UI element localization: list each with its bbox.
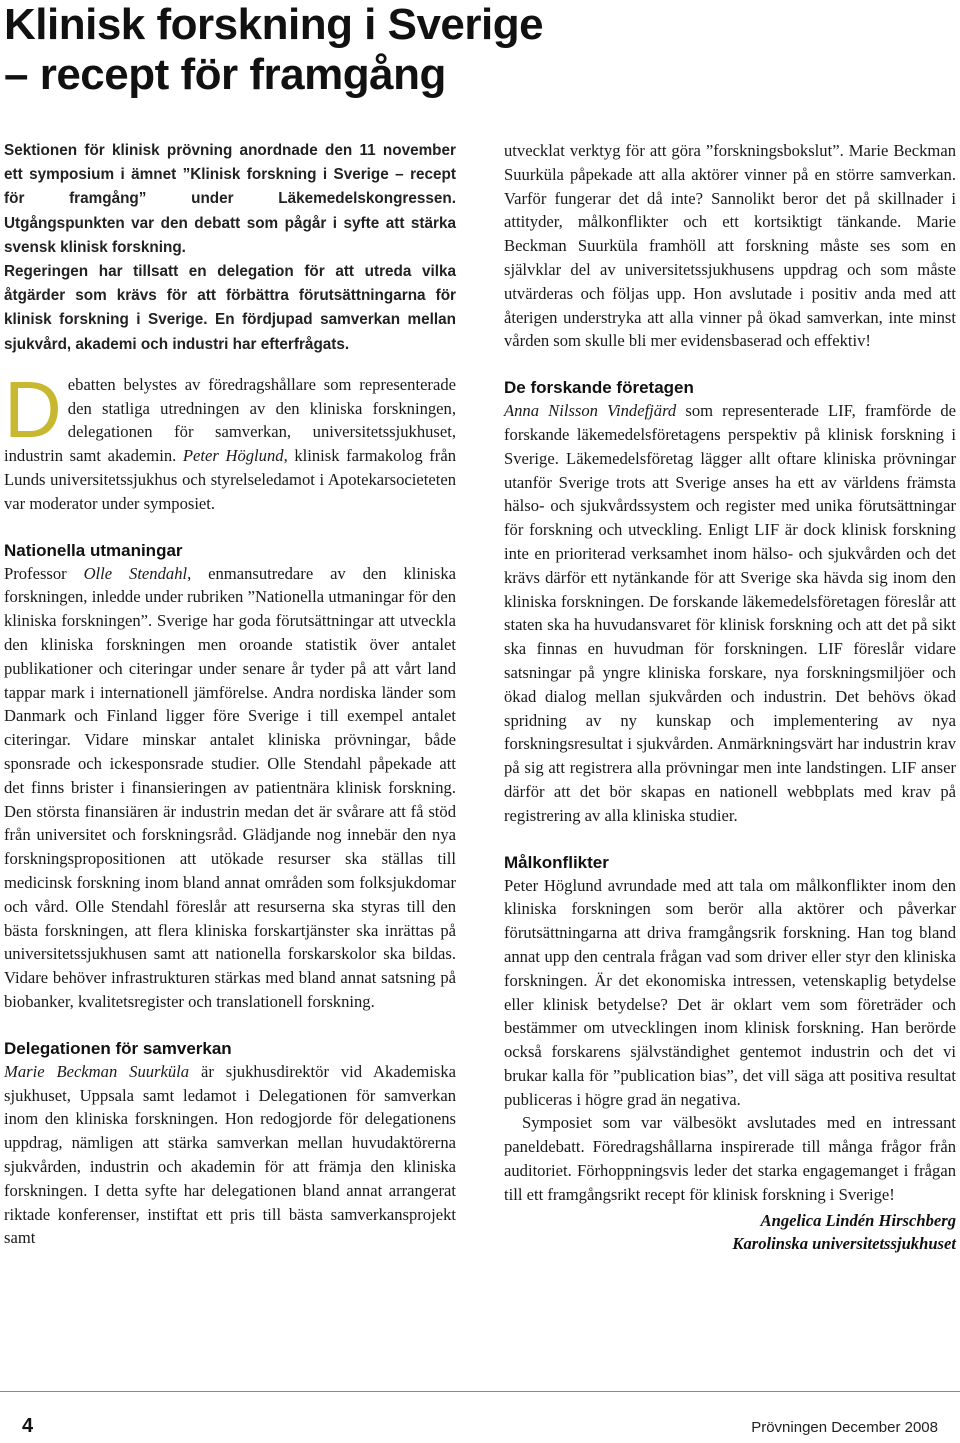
section-body-delegationen bbox=[4, 1060, 456, 1250]
moderator-name: Peter Höglund bbox=[182, 446, 284, 466]
author-name: Angelica Lindén Hirschberg bbox=[760, 1210, 956, 1230]
speaker-name-beckman: Marie Beckman Suurküla bbox=[4, 1061, 190, 1081]
section-heading-foretagen: De forskande företagen bbox=[504, 378, 694, 398]
nationella-text-a: Professor bbox=[4, 563, 84, 583]
section-body-nationella bbox=[4, 562, 456, 1014]
foretagen-text-b: som representerade LIF, framförde de forskande läkemedelsföretagens perspektiv på klinisk forskning i Sverige. Läkemedelsföretag lägger allt oftare kliniska prövningar utanför Sverige trots att Sverige anses ha ett av världens främsta hälso- och sjukvårdssystem och register med unika förutsättningar för forskning och utveckling. Enligt LIF är dock klinisk forskning inte en prioriterad verksamhet inom hälso- och sjukvården och det krävs därför ett nytänkande för att Sverige ska hävda sig inom den kliniska forskningen. De forskande läkemedelsföretagen föreslår att staten ska ha huvudansvaret för klinisk forskning och att det på sikt ska finnas en huvudman för forskningen. LIF föreslår vidare satsningar på yngre kliniska forskare, nya forskningsmiljöer och ökad dialog mellan sjukvården och industrin. Det behövs ökad spridning av ny kunskap och implementering av nya forskningsresultat i sjukvården. Anmärkningsvärt har industrin krav på sig att registrera alla prövningar men inte landstingen. LIF anser därför att det bör skapas en nationell webbplats med krav på registrering av alla kliniska studier. bbox=[504, 401, 956, 825]
publication-footer: Prövningen December 2008 bbox=[751, 1419, 938, 1436]
section-heading-delegationen: Delegationen för samverkan bbox=[4, 1038, 232, 1058]
section-heading-nationella: Nationella utmaningar bbox=[4, 540, 183, 560]
drop-cap: D bbox=[4, 364, 62, 454]
footer-divider bbox=[0, 1391, 960, 1392]
section-body-delegationen-continued: utvecklat verktyg för att göra ”forskningsbokslut”. Marie Beckman Suurküla påpekade att alla aktörer vinner på en större samverkan. Varför fungerar det då inte? Sannolikt beror det på skillnader i attityder, målkonflikter och ett kortsiktigt tänkande. Marie Beckman Suurküla framhöll att forskning måste ses som en självklar del av universitetssjukhusens uppdrag och som måste utvärderas och följas upp. Hon avslutade i positiv anda med att återigen understryka att alla vinner på ökad samverkan, inte minst vården som skulle bli mer evidensbaserad och effektiv! bbox=[504, 141, 956, 351]
section-body-foretagen bbox=[504, 399, 956, 827]
delegationen-text-b: är sjukhusdirektör vid Akademiska sjukhuset, Uppsala samt ledamot i Delegationen för samverkan inom den kliniska forskningen. Hon redogjorde för delegationens uppdrag, nämligen att stärka samverkan mellan huvudaktörerna sjukvården, industrin och akademin för att främja den kliniska forskningen. I detta syfte har delegationen bland annat arrangerat riktade konferenser, instiftat ett pris till bästa samverkansprojekt samt bbox=[4, 1061, 456, 1248]
intro-block bbox=[4, 139, 456, 357]
lead-paragraph bbox=[4, 364, 456, 516]
page-number: 4 bbox=[22, 1415, 34, 1437]
lead-text-b: , klinisk farmakolog från Lunds universitetssjukhus och styrelseledamot i Apotekarsocieteten var moderator under symposiet. bbox=[4, 446, 456, 513]
author-affiliation: Karolinska universitetssjukhuset bbox=[732, 1234, 956, 1254]
title-line-2: – recept för framgång bbox=[4, 50, 446, 99]
lead-text-a: ebatten belystes av föredragshållare som representerade den statliga utredningen av den kliniska forskningen, delegationen för samverkan, universitetssjukhuset, industrin samt akademin. bbox=[4, 374, 456, 466]
left-column bbox=[4, 139, 456, 1250]
speaker-name-vindefjard: Anna Nilsson Vindefjärd bbox=[504, 401, 677, 421]
section-heading-malkonflikter: Målkonflikter bbox=[504, 852, 609, 872]
page-title bbox=[4, 0, 944, 100]
right-column bbox=[504, 139, 956, 1256]
author-signature bbox=[504, 1209, 956, 1257]
section-body-malkonflikter-2: Symposiet som var välbesökt avslutades med en intressant paneldebatt. Föredragshållarna inspirerade till många frågor från auditoriet. Förhoppningsvis leder det starka engagemanget i frågan till ett framgångsrikt recept för klinisk forskning i Sverige! bbox=[504, 1113, 956, 1204]
intro-paragraph-1: Sektionen för klinisk prövning anordnade den 11 november ett symposium i ämnet ”Klinisk forskning i Sverige – recept för framgång” under Läkemedelskongressen. Utgångspunkten var den debatt som pågår i syfte att stärka svensk klinisk forskning. bbox=[4, 142, 456, 256]
speaker-name-stendahl: Olle Stendahl bbox=[83, 563, 188, 583]
title-line-1: Klinisk forskning i Sverige bbox=[4, 0, 544, 49]
section-body-malkonflikter-1: Peter Höglund avrundade med att tala om målkonflikter inom den kliniska forskningen som berör alla aktörer och påverkar förutsättningarna att driva framgångsrik forskning. Han tog bland annat upp den centrala frågan vad som driver eller styr den kliniska forskningen. Är det ekonomiska intressen, vetenskaplig betydelse eller klinisk betydelse? Det är oklart vem som företräder och bestämmer om utvecklingen inom klinisk forskning. Han berörde också forskarens självständighet gentemot industrin och det vi brukar kalla för ”publication bias”, det vill säga att positiva resultat publiceras i högre grad än negativa. bbox=[504, 875, 956, 1109]
intro-paragraph-2: Regeringen har tillsatt en delegation för att utreda vilka åtgärder som krävs för att förbättra förutsättningarna för klinisk forskning i Sverige. En fördjupad samverkan mellan sjukvård, akademi och industri har efterfrågats. bbox=[4, 263, 456, 353]
nationella-text-b: , enmansutredare av den kliniska forskningen, inledde under rubriken ”Nationella utmaningar för den kliniska forskningen”. Sverige har goda förutsättningar att utveckla den kliniska forskningen men oroande statistik över antalet publikationer och citeringar under senare år tyder på att vårt land tappar mark i internationell jämförelse. Andra nordiska länder som Danmark och Finland ligger före Sverige i till exempel antalet citeringar. Vidare minskar antalet kliniska prövningar, både sponsrade och ickesponsrade studier. Olle Stendahl påpekade att det finns brister i finansieringen av patientnära klinisk forskning. Den största finansiären är industrin medan det är svårare att få stöd från universitet och forskningsråd. Glädjande nog innebär den nya forskningspropositionen att utökade resurser ska ställas till medicinsk forskning inom bland annat områden som folksjukdomar och vård. Olle Stendahl föreslår att resurserna ska styras till den bästa forskningen, att flera kliniska forskartjänster ska inrättas på universitetssjukhusen samt att nationella forskarskolor ska bildas. Vidare behöver infrastrukturen stärkas med bland annat satsning på biobanker, kvalitetsregister och translationell forskning. bbox=[4, 563, 456, 1011]
